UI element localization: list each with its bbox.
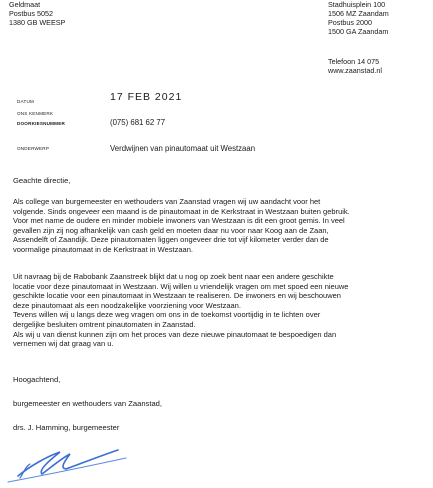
handwritten-signature xyxy=(0,436,140,488)
date-label: DATUM xyxy=(17,99,34,104)
body-line: Als wij u van dienst kunnen zijn om het proces van deze nieuwe pinautomaat te bespoedigen dan xyxy=(13,329,337,339)
recipient-line: 1380 GB WEESP xyxy=(9,18,66,27)
body-line: Assendelft of Zaandijk. Deze pinautomaten liggen ongeveer drie tot vijf kilometer verder dan de xyxy=(13,235,329,245)
body-line: Tevens willen wij u langs deze weg vragen om ons in de toekomst voortijdig in te lichten over xyxy=(13,310,321,320)
sender-address-line: 1500 GA Zaandam xyxy=(328,27,389,36)
body-paragraph xyxy=(13,272,425,349)
sender-address-line: 1506 MZ Zaandam xyxy=(328,9,389,18)
body-line: vernemen wij dat graag van u. xyxy=(13,339,114,349)
body-line: locatie voor deze pinautomaat in Westzaan. Wij willen u vriendelijk vragen om met spoed een nieuwe xyxy=(13,281,349,291)
body-line: Uit navraag bij de Rabobank Zaanstreek blijkt dat u nog op zoek bent naar een andere geschikte xyxy=(13,272,334,281)
body-paragraph xyxy=(13,197,425,255)
body-line: gevallen zijn zij nog afhankelijk van cash geld en moeten daar nu voor naar Koog aan de Zaan, xyxy=(13,225,329,235)
sender-address-line: Postbus 2000 xyxy=(328,18,372,27)
salutation: Geachte directie, xyxy=(13,176,71,185)
sender-phone: Telefoon 14 075 xyxy=(328,57,380,66)
body-line: deze pinautomaat als een noodzakelijke voorziening voor Westzaan. xyxy=(13,300,241,310)
closing: Hoogachtend, xyxy=(13,375,61,384)
sender-website: www.zaanstad.nl xyxy=(328,66,382,75)
body-line: Als college van burgemeester en wethouders van Zaanstad vragen wij uw aandacht voor het xyxy=(13,197,321,206)
subject-label: ONDERWERP xyxy=(17,146,50,151)
signatory-organization: burgemeester en wethouders van Zaanstad, xyxy=(13,399,163,408)
recipient-line: Geldmaat xyxy=(9,0,41,9)
body-line: volgende. Sinds ongeveer een maand is de pinautomaat in de Kerkstraat in Westzaan buiten gebruik. xyxy=(13,206,350,216)
signatory-name: drs. J. Hamming, burgemeester xyxy=(13,423,120,432)
direct-number: (075) 681 62 77 xyxy=(110,118,166,127)
recipient-line: Postbus 5052 xyxy=(9,9,53,18)
body-line: geschikte locatie voor een pinautomaat in Westzaan te realiseren. De inwoners en wij beschouwen xyxy=(13,291,341,301)
reference-label: ONS KENMERK xyxy=(17,111,54,116)
body-line: dergelijke besluiten omtrent pinautomaten in Zaanstad. xyxy=(13,319,196,329)
direct-number-label: DOORKIESNUMMER xyxy=(17,121,65,126)
letter-date: 17 FEB 2021 xyxy=(110,91,183,103)
body-line: Voor met name de oudere en minder mobiele inwoners van Westzaan is dit een groot gemis. In veel xyxy=(13,216,345,226)
body-line: voormalige pinautomaat in de Kerkstraat in Westzaan. xyxy=(13,244,193,254)
sender-address-line: Stadhuisplein 100 xyxy=(328,0,386,9)
letter-subject: Verdwijnen van pinautomaat uit Westzaan xyxy=(110,144,256,153)
